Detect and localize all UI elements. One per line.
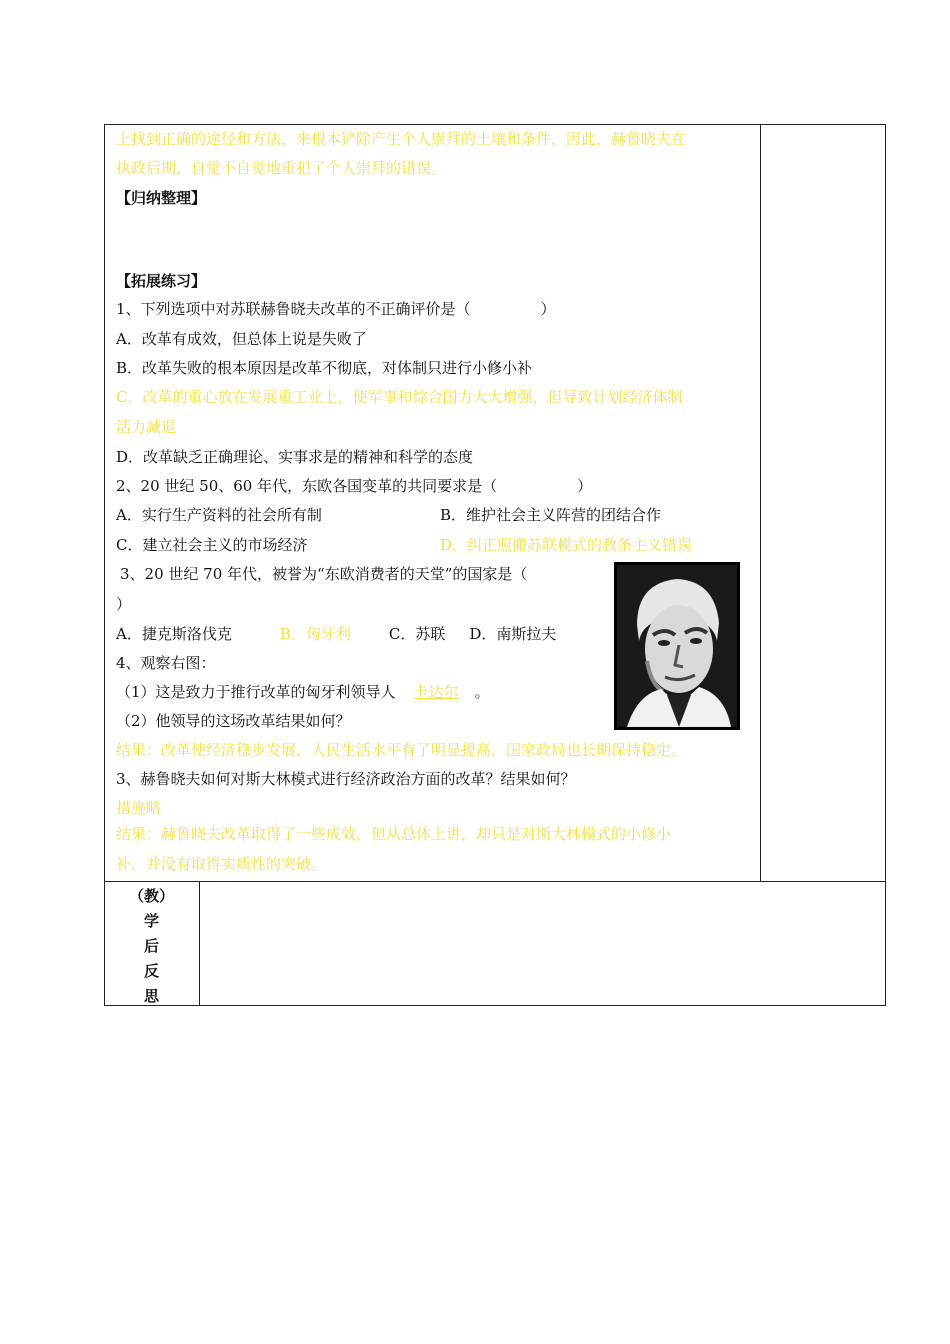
q2-stem xyxy=(116,477,592,495)
reflection-char-1: （教） xyxy=(128,887,174,905)
answer-line-1: 上找到正确的途径和方法，来根本铲除产生个人崇拜的土壤和条件，因此，赫鲁晓夫在 xyxy=(116,130,687,148)
reflection-char-3: 后 xyxy=(143,937,159,955)
q2-option-d: D．纠正照搬苏联模式的教条主义错误 xyxy=(440,536,693,554)
q4-answer: 结果：改革使经济稳步发展，人民生活水平有了明显提高，国家政局也长期保持稳定。 xyxy=(116,741,687,759)
q4-stem: 4、观察右图： xyxy=(116,654,216,672)
q2-option-c: C．建立社会主义的市场经济 xyxy=(116,536,308,554)
q4-part1-text: （1）这是致力于推行改革的匈牙利领导人 xyxy=(116,683,396,701)
reflection-label xyxy=(104,884,199,1009)
heading-summary: 【归纳整理】 xyxy=(116,189,207,207)
q2-stem-text: 2、20 世纪 50、60 年代，东欧各国变革的共同要求是（ xyxy=(116,477,498,495)
q3-option-c: C．苏联 xyxy=(388,625,446,643)
q5-answer-result-line1: 结果：赫鲁晓夫改革取得了一些成效，但从总体上讲，却只是对斯大林模式的小修小 xyxy=(116,825,672,843)
q4-part1-answer: 卡达尔 xyxy=(413,683,459,701)
kadar-portrait-photo xyxy=(614,562,740,730)
q1-option-a: A．改革有成效，但总体上说是失败了 xyxy=(116,330,367,348)
q1-stem-text: 1、下列选项中对苏联赫鲁晓夫改革的不正确评价是（ xyxy=(116,300,471,318)
reflection-char-5: 思 xyxy=(143,987,159,1005)
q1-stem-close: ） xyxy=(540,300,556,318)
q1-stem xyxy=(116,300,556,318)
q3-stem: 3、20 世纪 70 年代，被誉为“东欧消费者的天堂”的国家是（ xyxy=(120,565,528,583)
q3-options xyxy=(116,625,556,643)
q4-part2: （2）他领导的这场改革结果如何？ xyxy=(116,712,351,730)
q5-answer-result-line2: 补，并没有取得实质性的突破。 xyxy=(116,855,327,873)
q3-option-d: D．南斯拉夫 xyxy=(469,625,557,643)
reflection-char-2: 学 xyxy=(143,912,159,930)
q3-option-a: A．捷克斯洛伐克 xyxy=(116,625,232,643)
q3-option-b: B．匈牙利 xyxy=(279,625,351,643)
q3-stem-close: ） xyxy=(116,595,132,613)
answer-line-2: 执政后期，自觉不自觉地重犯了个人崇拜的错误。 xyxy=(116,159,447,177)
q5-answer-measures: 措施略 xyxy=(116,799,162,817)
q1-option-c-line2: 活力减退 xyxy=(116,418,177,436)
right-column-divider xyxy=(760,124,761,881)
heading-practice: 【拓展练习】 xyxy=(116,272,207,290)
portrait-illustration xyxy=(617,565,737,727)
q1-option-c-line1: C．改革的重心放在发展重工业上，使军事和综合国力大大增强，但导致计划经济体制 xyxy=(116,388,683,406)
q2-option-a: A．实行生产资料的社会所有制 xyxy=(116,506,322,524)
row-divider xyxy=(104,881,886,882)
side-column-divider xyxy=(199,881,200,1006)
q4-part1 xyxy=(116,683,490,701)
q4-part1-end: 。 xyxy=(474,683,490,701)
q2-option-b: B．维护社会主义阵营的团结合作 xyxy=(440,506,662,524)
q5-stem: 3、赫鲁晓夫如何对斯大林模式进行经济政治方面的改革？结果如何？ xyxy=(116,770,576,788)
q1-option-d: D．改革缺乏正确理论、实事求是的精神和科学的态度 xyxy=(116,448,474,466)
q1-option-b: B．改革失败的根本原因是改革不彻底，对体制只进行小修小补 xyxy=(116,359,533,377)
q2-stem-close: ） xyxy=(577,477,593,495)
reflection-char-4: 反 xyxy=(143,962,159,980)
